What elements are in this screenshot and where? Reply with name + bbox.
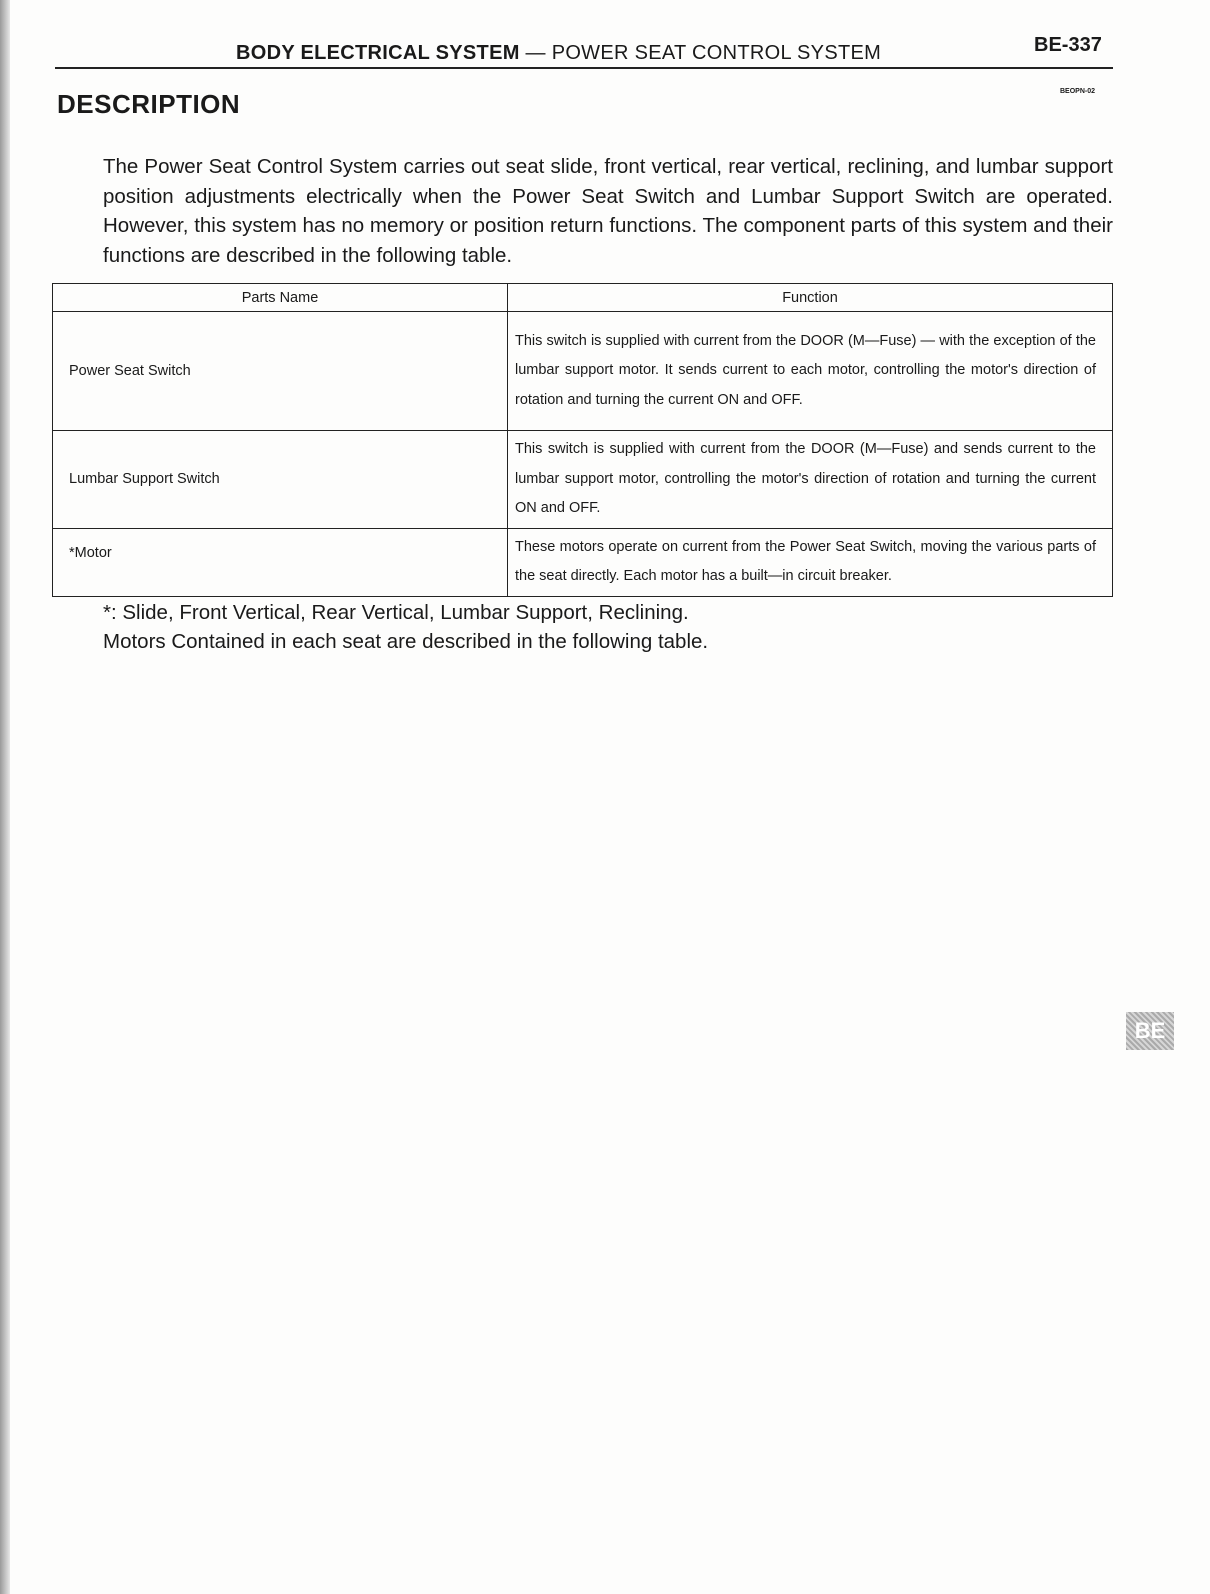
part-name: Lumbar Support Switch	[53, 431, 508, 529]
components-table	[52, 283, 1113, 597]
table-header-row	[53, 284, 1113, 312]
column-header-function: Function	[508, 284, 1113, 312]
part-name: *Motor	[53, 528, 508, 596]
page-number: BE-337	[1034, 34, 1102, 56]
column-header-parts-name: Parts Name	[53, 284, 508, 312]
part-function: This switch is supplied with current from the DOOR (M—Fuse) and sends current to the lumbar support motor, controlling the motor's direction of rotation and turning the current ON and OFF.	[508, 431, 1113, 529]
subsection-title: POWER SEAT CONTROL SYSTEM	[551, 42, 882, 64]
part-name: Power Seat Switch	[53, 312, 508, 431]
part-function: These motors operate on current from the Power Seat Switch, moving the various parts of the seat directly. Each motor has a built—in circuit breaker.	[508, 528, 1113, 596]
footnote-note: Motors Contained in each seat are described in the following table.	[103, 630, 709, 653]
table-row	[53, 431, 1113, 529]
header-rule	[55, 67, 1113, 69]
table-row	[53, 312, 1113, 431]
table-row	[53, 528, 1113, 596]
intro-paragraph: The Power Seat Control System carries out seat slide, front vertical, rear vertical, reclining, and lumbar support position adjustments electrically when the Power Seat Switch and Lumbar Support Switch are operated. However, this system has no memory or position return functions. The component parts of this system and their functions are described in the following table.	[103, 155, 1113, 267]
running-header	[236, 42, 881, 65]
header-separator: —	[519, 42, 552, 64]
scan-edge-shadow	[0, 0, 10, 1594]
section-tab: BE	[1126, 1012, 1174, 1050]
section-title: BODY ELECTRICAL SYSTEM	[236, 42, 520, 64]
reference-code: BEOPN-02	[1060, 88, 1096, 95]
footnote-motors: *: Slide, Front Vertical, Rear Vertical, Lumbar Support, Reclining.	[103, 601, 689, 624]
footnote	[103, 598, 708, 656]
part-function: This switch is supplied with current from the DOOR (M—Fuse) — with the exception of the lumbar support motor. It sends current to each motor, controlling the motor's direction of rotation and turning the current ON and OFF.	[508, 312, 1113, 431]
page-heading: DESCRIPTION	[57, 89, 241, 119]
